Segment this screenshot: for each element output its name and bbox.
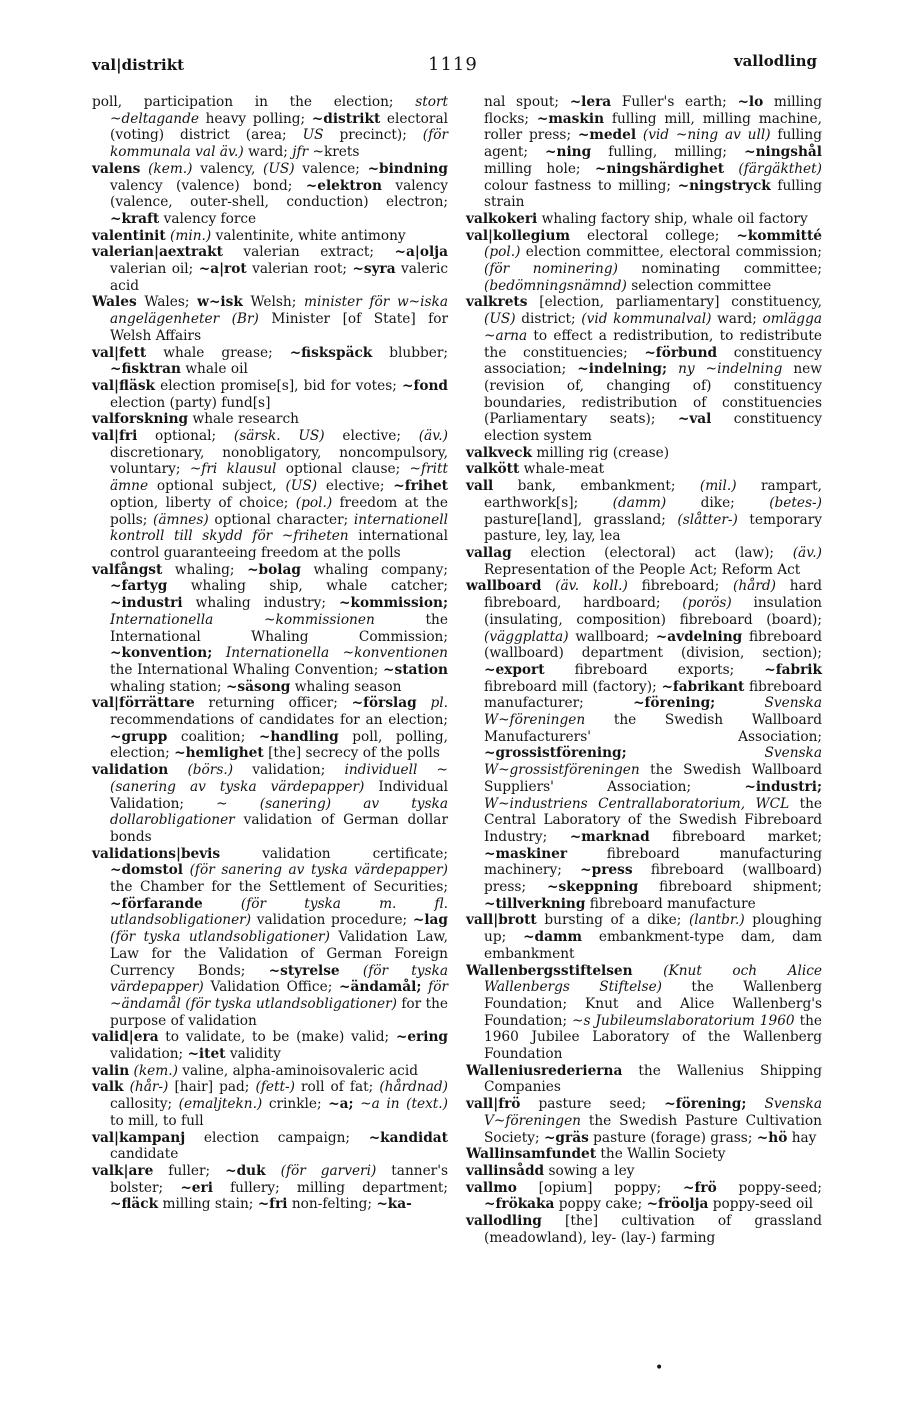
dictionary-entry: val|fri optional; (särsk. US) elective; (äv.) discretionary, nonobligatory, noncompulsory, voluntary; ~fri klausul optional clause; ~fritt ämne optional subject, (US) elective; ~frihet option, liberty of choice; (pol.) freedom at the polls; (ämnes) optional character; internationell kontroll till skydd för ~friheten international control guaranteeing freedom at the polls — [92, 428, 449, 561]
dictionary-entry: valkött whale-meat — [466, 461, 605, 478]
dictionary-entry: validation (börs.) validation; individuell ~ (sanering av tyska värdepapper) Individual Validation; ~ (sanering) av tyska dollarobligationer validation of German dollar bonds — [92, 762, 448, 845]
dictionary-entry: valfångst whaling; ~bolag whaling company; ~fartyg whaling ship, whale catcher; ~industri whaling industry; ~kommission; Internationella ~kommissionen the International Whaling Commission; ~konvention; Internationella ~konventionen the International Whaling Convention; ~station whaling station; ~säsong whaling season — [92, 561, 448, 695]
dictionary-entry: validations|bevis validation certificate; ~domstol (för sanering av tyska värdepapper) the Chamber for the Settlement of Securities; ~förfarande (för tyska m. fl. utlandsobligationer) validation procedure; ~lag (för tyska utlandsobligationer) Validation Law, Law for the Validation of German Foreign Currency Bonds; ~styrelse (för tyska värdepapper) Validation Office; ~ändamål; för ~ändamål (för tyska utlandsobligationer) for the purpose of validation — [92, 845, 449, 1029]
dictionary-entry: valerian|aextrakt valerian extract; ~a|olja valerian oil; ~a|rot valerian root; ~syra valeric acid — [92, 244, 449, 294]
dictionary-entry: vall|brott bursting of a dike; (lantbr.) ploughing up; ~damm embankment-type dam, dam embankment — [466, 912, 822, 962]
dictionary-entry: val|kampanj election campaign; ~kandidat candidate — [92, 1129, 448, 1163]
page-number: 1119 — [428, 54, 478, 75]
dictionary-entry: valkveck milling rig (crease) — [466, 444, 670, 461]
dictionary-entry: poll, participation in the election; stort ~deltagande heavy polling; ~distrikt electoral (voting) district (area; US precinct); (för kommunala val äv.) ward; jfr ~krets — [92, 94, 448, 161]
dictionary-entry: valk|are fuller; ~duk (för garveri) tanner's bolster; ~eri fullery; milling department; ~fläck milling stain; ~fri non-felting; ~ka- — [92, 1163, 449, 1213]
dictionary-entry: valkokeri whaling factory ship, whale oil factory — [466, 210, 808, 227]
left-column — [92, 94, 448, 1213]
right-column — [466, 94, 822, 1247]
dictionary-entry: vall bank, embankment; (mil.) rampart, earthwork[s]; (damm) dike; (betes-) pasture[land], grassland; (slåtter-) temporary pasture, ley, lay, lea — [466, 478, 822, 545]
dictionary-entry: Walleniusrederierna the Wallenius Shipping Companies — [466, 1062, 822, 1096]
dictionary-entry: vallinsådd sowing a ley — [466, 1163, 635, 1179]
dictionary-entry: vallmo [opium] poppy; ~frö poppy-seed; ~frökaka poppy cake; ~fröolja poppy-seed oil — [466, 1179, 822, 1213]
dictionary-entry: vall|frö pasture seed; ~förening; Svenska V~föreningen the Swedish Pasture Cultivation Society; ~gräs pasture (forage) grass; ~hö hay — [466, 1096, 822, 1146]
footer-mark: • — [655, 1360, 664, 1376]
dictionary-entry: valk (hår-) [hair] pad; (fett-) roll of fat; (hårdnad) callosity; (emaljtekn.) crinkle; ~a; ~a in (text.) to mill, to full — [92, 1079, 449, 1129]
right-running-headword: vallodling — [733, 52, 817, 70]
left-running-headword: val|distrikt — [92, 56, 185, 74]
dictionary-entry: Wallinsamfundet the Wallin Society — [466, 1146, 726, 1163]
dictionary-entry: vallag election (electoral) act (law); (äv.) Representation of the People Act; Reform Act — [466, 544, 822, 578]
dictionary-entry: nal spout; ~lera Fuller's earth; ~lo milling flocks; ~maskin fulling mill, milling machine, roller press; ~medel (vid ~ning av ull) fulling agent; ~ning fulling, milling; ~ningshål milling hole; ~ningshärdighet (färgäkthet) colour fastness to milling; ~ningstryck fulling strain — [484, 94, 823, 211]
dictionary-entry: vallodling [the] cultivation of grassland (meadowland), ley- (lay-) farming — [466, 1213, 822, 1246]
dictionary-entry: val|fläsk election promise[s], bid for votes; ~fond election (party) fund[s] — [92, 377, 448, 411]
dictionary-entry: valens (kem.) valency, (US) valence; ~bindning valency (valence) bond; ~elektron valency (valence, outer-shell, conduction) electron; ~kraft valency force — [92, 160, 448, 227]
dictionary-entry: valforskning whale research — [92, 411, 299, 428]
dictionary-entry: wallboard (äv. koll.) fibreboard; (hård) hard fibreboard, hardboard; (porös) insulation (insulating, composition) fibreboard (board); (väggplatta) wallboard; ~avdelning fibreboard (wallboard) department (division, section); ~export fibreboard exports; ~fabrik fibreboard mill (factory); ~fabrikant fibreboard manufacturer; ~förening; Svenska W~föreningen the Swedish Wallboard Manufacturers' Association; ~grossistförening; Svenska W~grossistföreningen the Swedish Wallboard Suppliers' Association; ~industri; W~industriens Centrallaboratorium, WCL the Central Laboratory of the Swedish Fibreboard Industry; ~marknad fibreboard market; ~maskiner fibreboard manufacturing machinery; ~press fibreboard (wallboard) press; ~skeppning fibreboard shipment; ~tillverkning fibreboard manufacture — [466, 578, 823, 912]
dictionary-entry: Wallenbergsstiftelsen (Knut och Alice Wallenbergs Stiftelse) the Wallenberg Foundation; Knut and Alice Wallenberg's Foundation; ~s Jubileumslaboratorium 1960 the 1960 Jubilee Laboratory of the Wallenberg Foundation — [466, 962, 822, 1063]
dictionary-entry: val|förrättare returning officer; ~förslag pl. recommendations of candidates for an election; ~grupp coalition; ~handling poll, polling, election; ~hemlighet [the] secrecy of the polls — [92, 695, 448, 762]
dictionary-entry: Wales Wales; w~isk Welsh; minister för w~iska angelägenheter (Br) Minister [of State] for Welsh Affairs — [92, 294, 448, 344]
dictionary-entry: val|kollegium electoral college; ~kommitté (pol.) election committee, electoral commission; (för nominering) nominating committee; (bedömningsnämnd) selection committee — [466, 227, 822, 294]
dictionary-entry: valentinit (min.) valentinite, white antimony — [92, 227, 406, 244]
dictionary-entry: valkrets [election, parliamentary] constituency, (US) district; (vid kommunalval) ward; omlägga ~arna to effect a redistribution, to redistribute the constituencies; ~förbund constituency association; ~indelning; ny ~indelning new (revision of, changing of) constituency boundaries, redistribution of constituencies (Parliamentary seats); ~val constituency election system — [466, 294, 822, 445]
dictionary-entry: valin (kem.) valine, alpha-aminoisovaleric acid — [92, 1062, 418, 1079]
dictionary-entry: valid|era to validate, to be (make) valid; ~ering validation; ~itet validity — [92, 1029, 448, 1063]
dictionary-entry: val|fett whale grease; ~fiskspäck blubber; ~fisktran whale oil — [92, 344, 448, 378]
page-header — [0, 52, 920, 76]
